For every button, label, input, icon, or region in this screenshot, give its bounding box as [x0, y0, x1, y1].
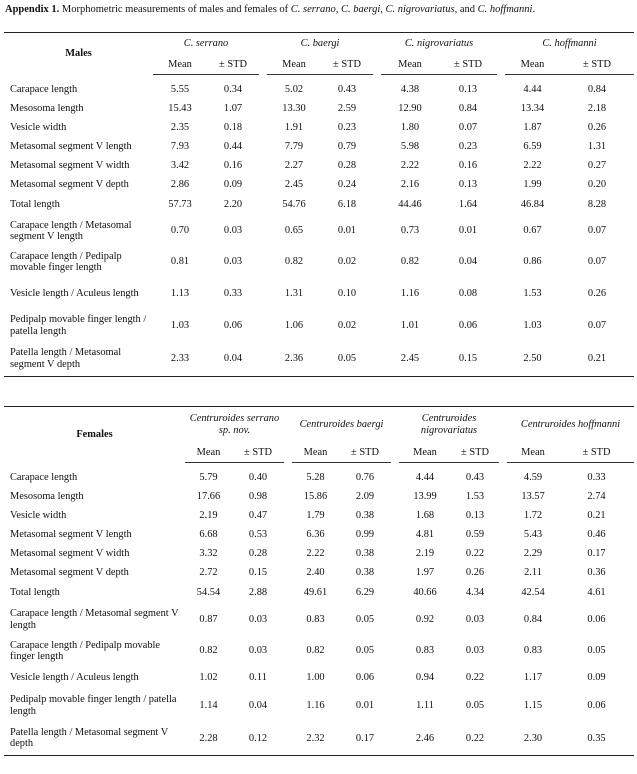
std-cell: 0.04 [458, 256, 478, 268]
std-cell: 0.12 [248, 732, 268, 744]
row-label: Carapace length / Pedipalp movable finger length [10, 639, 161, 662]
mean-cell: 0.92 [415, 613, 435, 625]
std-cell: 0.03 [223, 256, 243, 268]
std-cell: 0.44 [223, 141, 243, 153]
mean-cell: 0.83 [415, 645, 435, 657]
std-cell: 1.31 [587, 141, 607, 153]
std-cell: 0.13 [465, 510, 485, 522]
std-cell: 0.05 [465, 699, 485, 711]
mean-cell: 1.15 [523, 699, 543, 711]
std-cell: 0.02 [337, 256, 357, 268]
mean-cell: 7.79 [284, 141, 304, 153]
males-species-header: C. baergi [300, 38, 340, 49]
females-species-header: Centruroides serrano sp. nov. [189, 413, 280, 436]
mean-cell: 1.79 [306, 510, 325, 522]
row-label: Carapace length [10, 472, 78, 484]
std-cell: 0.84 [458, 103, 478, 115]
mean-cell: 2.86 [170, 179, 190, 191]
row-label: Vesicle length / Aculeus length [10, 287, 139, 299]
mean-cell: 2.27 [284, 160, 304, 172]
std-cell: 0.76 [355, 472, 375, 484]
std-cell: 0.05 [355, 613, 375, 625]
row-label: Metasomal segment V width [10, 160, 130, 172]
row-label: Metasomal segment V depth [10, 567, 129, 579]
row-label: Vesicle width [10, 510, 67, 522]
std-cell: 0.05 [587, 645, 606, 657]
std-cell: 0.04 [248, 699, 268, 711]
std-cell: 1.64 [458, 199, 478, 211]
mean-cell: 2.30 [523, 732, 543, 744]
mean-cell: 0.73 [400, 225, 420, 237]
table-row [4, 636, 634, 667]
mean-cell: 1.02 [199, 672, 218, 684]
table-row [4, 176, 634, 195]
std-cell: 0.13 [458, 179, 478, 191]
appendix-caption [5, 4, 535, 15]
mean-cell: 13.57 [521, 491, 545, 503]
caption-species-3: C. nigrovariatus [385, 4, 455, 15]
std-cell: 0.23 [458, 141, 478, 153]
row-label: Pedipalp movable finger length / patella length [10, 314, 147, 337]
table-row [4, 690, 634, 722]
std-cell: 0.16 [223, 160, 243, 172]
std-cell: 0.06 [587, 699, 606, 711]
males-species-header: C. hoffmanni [542, 38, 597, 49]
std-cell: 0.09 [587, 672, 606, 684]
males-table [4, 32, 634, 377]
std-cell: 0.06 [355, 672, 375, 684]
table-row [4, 100, 634, 119]
mean-cell: 4.81 [415, 529, 435, 541]
std-cell: 0.07 [587, 256, 607, 268]
std-cell: 0.09 [223, 179, 243, 191]
row-label: Mesosoma length [10, 491, 84, 503]
std-cell: 0.17 [587, 548, 606, 560]
std-header: ± STD [321, 55, 373, 75]
std-cell: 0.06 [223, 319, 243, 331]
std-cell: 0.07 [458, 122, 478, 134]
females-table [4, 406, 634, 756]
std-cell: 0.07 [587, 225, 607, 237]
mean-cell: 2.28 [199, 732, 218, 744]
std-cell: 0.28 [248, 548, 268, 560]
std-cell: 1.53 [465, 491, 485, 503]
mean-cell: 0.82 [199, 645, 218, 657]
std-cell: 0.18 [223, 122, 243, 134]
mean-cell: 0.81 [170, 256, 190, 268]
row-label: Vesicle width [10, 122, 67, 134]
caption-end: . [532, 4, 536, 15]
caption-species-4: C. hoffmanni [477, 4, 533, 15]
mean-cell: 1.31 [284, 287, 304, 299]
mean-cell: 5.28 [306, 472, 325, 484]
table-row [4, 564, 634, 583]
mean-cell: 2.46 [415, 732, 435, 744]
std-cell: 0.05 [355, 645, 375, 657]
females-species-header: Centruroides hoffmanni [520, 419, 621, 430]
std-cell: 0.06 [458, 319, 478, 331]
mean-cell: 1.17 [523, 672, 543, 684]
std-cell: 0.84 [587, 84, 607, 96]
mean-cell: 1.06 [284, 319, 304, 331]
table-row [4, 81, 634, 100]
males-species-header: C. nigrovariatus [404, 38, 474, 49]
std-cell: 0.98 [248, 491, 268, 503]
std-header: ± STD [451, 443, 499, 463]
std-cell: 0.46 [587, 529, 606, 541]
mean-cell: 2.22 [400, 160, 420, 172]
mean-cell: 5.98 [400, 141, 420, 153]
mean-cell: 1.80 [400, 122, 420, 134]
mean-cell: 1.11 [416, 699, 434, 711]
std-cell: 0.16 [458, 160, 478, 172]
mean-cell: 1.87 [523, 122, 542, 134]
table-row [4, 342, 634, 377]
caption-separator: , [335, 4, 341, 15]
mean-cell: 2.35 [170, 122, 190, 134]
mean-cell: 2.36 [284, 353, 304, 364]
males-section-label: Males [65, 48, 92, 59]
table-row [4, 667, 634, 690]
std-cell: 0.01 [355, 699, 375, 711]
mean-cell: 2.50 [523, 353, 542, 364]
mean-cell: 2.19 [415, 548, 435, 560]
std-cell: 0.21 [587, 510, 606, 522]
mean-cell: 4.44 [415, 472, 435, 484]
table-row [4, 545, 634, 564]
mean-cell: 1.97 [415, 567, 435, 579]
std-cell: 0.26 [465, 567, 485, 579]
std-cell: 0.06 [587, 613, 606, 625]
mean-cell: 0.67 [523, 225, 542, 237]
mean-cell: 15.86 [303, 491, 328, 503]
mean-cell: 13.99 [413, 491, 437, 503]
mean-cell: 2.33 [170, 353, 190, 364]
mean-cell: 4.59 [523, 472, 543, 484]
mean-cell: 0.86 [523, 256, 542, 268]
std-cell: 0.02 [337, 319, 357, 331]
std-cell: 0.38 [355, 510, 375, 522]
std-cell: 0.26 [587, 287, 607, 299]
row-label: Carapace length / Pedipalp movable finger length [10, 250, 122, 273]
mean-cell: 4.38 [400, 84, 420, 96]
mean-cell: 1.72 [523, 510, 543, 522]
std-cell: 0.21 [587, 353, 607, 364]
caption-text: Morphometric measurements of males and females of [59, 4, 291, 15]
std-cell: 2.88 [248, 587, 268, 599]
std-cell: 0.20 [587, 179, 607, 191]
std-cell: 0.27 [587, 160, 607, 172]
std-cell: 0.22 [465, 732, 485, 744]
mean-cell: 0.82 [284, 256, 304, 268]
mean-header: Mean [153, 55, 207, 75]
std-cell: 0.17 [355, 732, 375, 744]
mean-cell: 0.82 [306, 645, 325, 657]
std-cell: 0.59 [465, 529, 485, 541]
std-cell: 0.35 [587, 732, 606, 744]
mean-cell: 2.11 [524, 567, 542, 579]
std-cell: 2.09 [355, 491, 375, 503]
mean-cell: 0.65 [284, 225, 304, 237]
row-label: Metasomal segment V width [10, 548, 130, 560]
mean-header: Mean [399, 443, 451, 463]
caption-separator: , [380, 4, 386, 15]
mean-cell: 0.84 [523, 613, 543, 625]
mean-cell: 12.90 [398, 103, 422, 115]
std-cell: 0.03 [248, 613, 268, 625]
mean-cell: 1.16 [400, 287, 420, 299]
std-cell: 0.03 [465, 613, 485, 625]
mean-cell: 46.84 [520, 199, 545, 211]
mean-cell: 1.99 [523, 179, 542, 191]
std-header: ± STD [439, 55, 497, 75]
std-cell: 4.34 [465, 587, 485, 599]
caption-species-2: C. baergi [340, 4, 381, 15]
std-cell: 0.40 [248, 472, 268, 484]
mean-cell: 2.40 [306, 567, 325, 579]
mean-header: Mean [507, 443, 559, 463]
std-cell: 0.15 [458, 353, 478, 364]
row-label: Carapace length / Metasomal segment V length [10, 219, 132, 242]
std-cell: 0.36 [587, 567, 606, 579]
mean-cell: 54.54 [196, 587, 221, 599]
mean-cell: 3.42 [170, 160, 190, 172]
table-row [4, 722, 634, 756]
std-cell: 0.79 [337, 141, 357, 153]
caption-species-1: C. serrano [290, 4, 336, 15]
mean-cell: 40.66 [413, 587, 437, 599]
mean-cell: 0.82 [400, 256, 420, 268]
mean-cell: 5.55 [170, 84, 190, 96]
table-row [4, 488, 634, 507]
mean-header: Mean [267, 55, 321, 75]
mean-cell: 44.46 [398, 199, 422, 211]
std-cell: 0.26 [587, 122, 607, 134]
table-row [4, 583, 634, 604]
std-cell: 0.28 [337, 160, 357, 172]
row-label: Metasomal segment V depth [10, 179, 129, 191]
mean-header: Mean [185, 443, 232, 463]
males-table-body [4, 81, 634, 377]
row-label: Carapace length [10, 84, 78, 96]
row-label: Total length [10, 199, 60, 211]
std-cell: 0.38 [355, 567, 375, 579]
std-cell: 0.34 [223, 84, 243, 96]
mean-cell: 1.68 [415, 510, 435, 522]
mean-cell: 2.45 [400, 353, 420, 364]
std-cell: 0.38 [355, 548, 375, 560]
mean-cell: 0.70 [170, 225, 190, 237]
std-cell: 2.18 [587, 103, 607, 115]
table-row [4, 310, 634, 342]
mean-cell: 1.91 [284, 122, 304, 134]
std-cell: 4.61 [587, 587, 606, 599]
std-cell: 0.22 [465, 672, 485, 684]
mean-cell: 1.53 [523, 287, 542, 299]
mean-cell: 5.79 [199, 472, 218, 484]
mean-cell: 1.14 [199, 699, 218, 711]
mean-cell: 17.66 [196, 491, 221, 503]
row-label: Metasomal segment V length [10, 529, 132, 541]
std-cell: 0.08 [458, 287, 478, 299]
table-row [4, 247, 634, 278]
females-species-header: Centruroides baergi [299, 419, 384, 430]
std-cell: 0.04 [223, 353, 243, 364]
std-cell: 0.99 [355, 529, 375, 541]
mean-cell: 2.16 [400, 179, 420, 191]
mean-cell: 4.44 [523, 84, 542, 96]
row-label: Pedipalp movable finger length / patella length [10, 694, 177, 717]
mean-cell: 15.43 [168, 103, 192, 115]
table-row [4, 507, 634, 526]
table-row [4, 216, 634, 247]
std-cell: 2.74 [587, 491, 606, 503]
mean-cell: 0.83 [523, 645, 543, 657]
std-cell: 0.53 [248, 529, 268, 541]
std-cell: 0.43 [337, 84, 357, 96]
mean-cell: 49.61 [303, 587, 328, 599]
mean-cell: 42.54 [521, 587, 545, 599]
std-header: ± STD [207, 55, 259, 75]
std-cell: 2.59 [337, 103, 357, 115]
std-cell: 0.43 [465, 472, 485, 484]
table-row [4, 157, 634, 176]
mean-cell: 1.01 [400, 319, 420, 331]
std-cell: 0.15 [248, 567, 268, 579]
std-cell: 0.23 [337, 122, 357, 134]
table-row [4, 119, 634, 138]
mean-cell: 57.73 [168, 199, 192, 211]
mean-cell: 1.00 [306, 672, 325, 684]
table-row [4, 195, 634, 216]
males-species-header: C. serrano [183, 38, 229, 49]
row-label: Metasomal segment V length [10, 141, 132, 153]
std-cell: 0.22 [465, 548, 485, 560]
std-header: ± STD [560, 55, 634, 75]
mean-cell: 1.13 [170, 287, 190, 299]
mean-cell: 2.22 [523, 160, 542, 172]
mean-cell: 13.34 [520, 103, 545, 115]
std-cell: 0.33 [587, 472, 606, 484]
females-section-label: Females [76, 429, 113, 440]
std-cell: 2.20 [223, 199, 243, 211]
table-row [4, 138, 634, 157]
std-cell: 0.07 [587, 319, 607, 331]
row-label: Patella length / Metasomal segment V depth [10, 347, 122, 370]
std-header: ± STD [232, 443, 284, 463]
std-cell: 0.10 [337, 287, 357, 299]
mean-cell: 13.30 [282, 103, 306, 115]
std-cell: 0.01 [337, 225, 357, 237]
std-cell: 1.07 [223, 103, 243, 115]
mean-cell: 2.29 [523, 548, 543, 560]
mean-cell: 1.16 [306, 699, 325, 711]
mean-header: Mean [505, 55, 560, 75]
mean-cell: 2.72 [199, 567, 218, 579]
caption-prefix: Appendix 1. [5, 4, 60, 15]
row-label: Total length [10, 587, 60, 599]
std-cell: 6.18 [337, 199, 357, 211]
std-cell: 0.11 [249, 672, 267, 684]
mean-cell: 5.43 [523, 529, 543, 541]
mean-cell: 0.94 [415, 672, 435, 684]
table-row [4, 526, 634, 545]
mean-cell: 7.93 [170, 141, 190, 153]
mean-header: Mean [292, 443, 339, 463]
std-header: ± STD [559, 443, 634, 463]
table-row [4, 604, 634, 636]
std-cell: 8.28 [587, 199, 607, 211]
std-cell: 0.05 [337, 353, 357, 364]
table-row [4, 278, 634, 310]
mean-cell: 1.03 [170, 319, 190, 331]
std-cell: 0.47 [248, 510, 268, 522]
std-cell: 6.29 [355, 587, 375, 599]
mean-cell: 2.45 [284, 179, 304, 191]
std-cell: 0.03 [248, 645, 268, 657]
std-cell: 0.01 [458, 225, 478, 237]
mean-cell: 2.22 [306, 548, 325, 560]
mean-cell: 2.19 [199, 510, 218, 522]
mean-cell: 6.68 [199, 529, 218, 541]
mean-cell: 0.87 [199, 613, 218, 625]
std-cell: 0.33 [223, 287, 243, 299]
mean-cell: 3.32 [199, 548, 218, 560]
females-table-body [4, 469, 634, 756]
std-cell: 0.24 [337, 179, 357, 191]
mean-cell: 6.59 [523, 141, 542, 153]
mean-header: Mean [381, 55, 439, 75]
table-row [4, 469, 634, 488]
mean-cell: 6.36 [306, 529, 325, 541]
row-label: Carapace length / Metasomal segment V length [10, 608, 179, 631]
std-cell: 0.13 [458, 84, 478, 96]
mean-cell: 54.76 [282, 199, 306, 211]
mean-cell: 1.03 [523, 319, 542, 331]
row-label: Mesosoma length [10, 103, 84, 115]
caption-separator: , and [454, 4, 478, 15]
mean-cell: 5.02 [284, 84, 304, 96]
row-label: Vesicle length / Aculeus length [10, 672, 139, 684]
std-cell: 0.03 [465, 645, 485, 657]
mean-cell: 0.83 [306, 613, 325, 625]
std-cell: 0.03 [223, 225, 243, 237]
mean-cell: 2.32 [306, 732, 325, 744]
females-species-header: Centruroides nigrovariatus [420, 413, 478, 436]
row-label: Patella length / Metasomal segment V depth [10, 726, 169, 750]
std-header: ± STD [339, 443, 391, 463]
